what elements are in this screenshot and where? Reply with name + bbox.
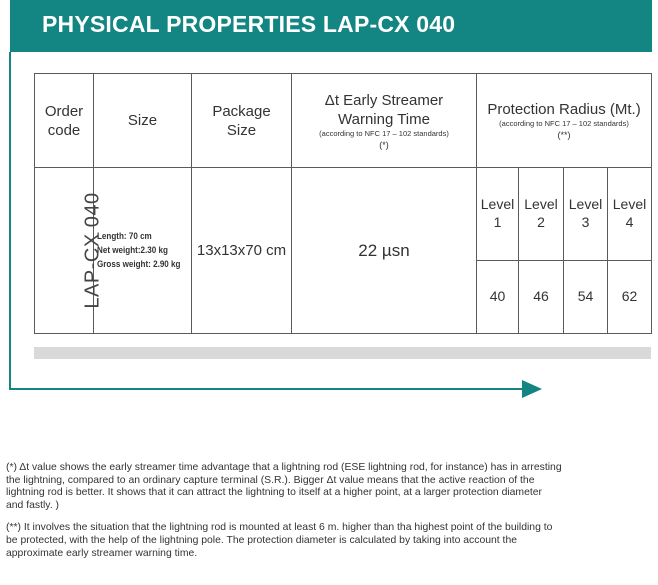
level-1-cell: [477, 168, 519, 261]
footnote-2: (**) It involves the situation that the lightning rod is mounted at least 6 m. higher than tha highest point of the building to be protected, with the help of the lightning pole. The protection diameter is calculated by taking into account the approximate early streamer warning time.: [6, 522, 553, 559]
footnotes: [6, 462, 562, 570]
level-2-number: 2: [537, 214, 545, 230]
order-code-cell: [35, 168, 104, 334]
radius-4-value: 62: [621, 288, 638, 304]
size-cell: [94, 168, 192, 334]
level-2-cell: [519, 168, 564, 261]
table-row: [35, 168, 652, 261]
package-size-cell: [192, 168, 292, 334]
radius-3-cell: [564, 261, 608, 334]
warning-time-standard-note: (according to NFC 17 – 102 standards): [319, 128, 449, 138]
radius-standard-note: (according to NFC 17 – 102 standards): [499, 119, 629, 128]
header-size: Size: [94, 74, 192, 168]
decorative-frame-line-horizontal: [9, 388, 525, 390]
table-header-row: [35, 74, 652, 168]
level-4-label: Level: [612, 196, 647, 212]
order-code-value: LAP-CX 040: [81, 192, 104, 309]
properties-table: [34, 73, 652, 334]
radius-footnote-marker: (**): [557, 130, 571, 140]
level-3-number: 3: [581, 214, 590, 230]
radius-1-cell: [477, 261, 519, 334]
warning-time-value: 22 µsn: [358, 240, 410, 260]
page-title: PHYSICAL PROPERTIES LAP-CX 040: [42, 11, 456, 37]
header-order-code: Order code: [35, 74, 94, 168]
level-3-label: Level: [568, 196, 603, 212]
header-protection-radius: Protection Radius (Mt.) (according to NFC 17 – 102 standards) (**): [477, 74, 652, 168]
radius-3-value: 54: [577, 288, 594, 304]
level-4-number: 4: [625, 214, 634, 230]
level-2-label: Level: [524, 196, 558, 212]
header-banner: [10, 0, 652, 52]
radius-2-cell: [519, 261, 564, 334]
divider-bar: [34, 347, 651, 359]
level-1-label: Level: [480, 196, 515, 212]
header-warning-time: Δt Early Streamer Warning Time (according to NFC 17 – 102 standards) (*): [292, 74, 477, 168]
size-gross-weight: Gross weight: 2.90 kg: [97, 258, 181, 270]
package-size-value: 13x13x70 cm: [196, 241, 287, 259]
size-net-weight: Net weight:2.30 kg: [97, 244, 168, 256]
footnote-1: (*) Δt value shows the early streamer time advantage that a lightning rod (ESE lightning rod, for instance) has in arresting the lightning, compared to an ordinary capture terminal (S.R.). Bigger Δt value means that the active reaction of the lightning rod is better. It shows that it can attract the lightning to itself at a higher point, at a larger protection diameter and fastly. ): [6, 462, 562, 511]
radius-2-value: 46: [533, 288, 549, 304]
warning-time-cell: [292, 168, 477, 334]
size-length: Length: 70 cm: [97, 230, 152, 242]
level-1-number: 1: [493, 214, 502, 230]
warning-time-footnote-marker: (*): [379, 139, 389, 150]
arrow-right-icon: [522, 380, 542, 398]
radius-4-cell: [608, 261, 652, 334]
level-3-cell: [564, 168, 608, 261]
radius-1-value: 40: [489, 288, 506, 304]
level-4-cell: [608, 168, 652, 261]
header-package-size: Package Size: [192, 74, 292, 168]
decorative-frame-line-vertical: [9, 52, 11, 390]
